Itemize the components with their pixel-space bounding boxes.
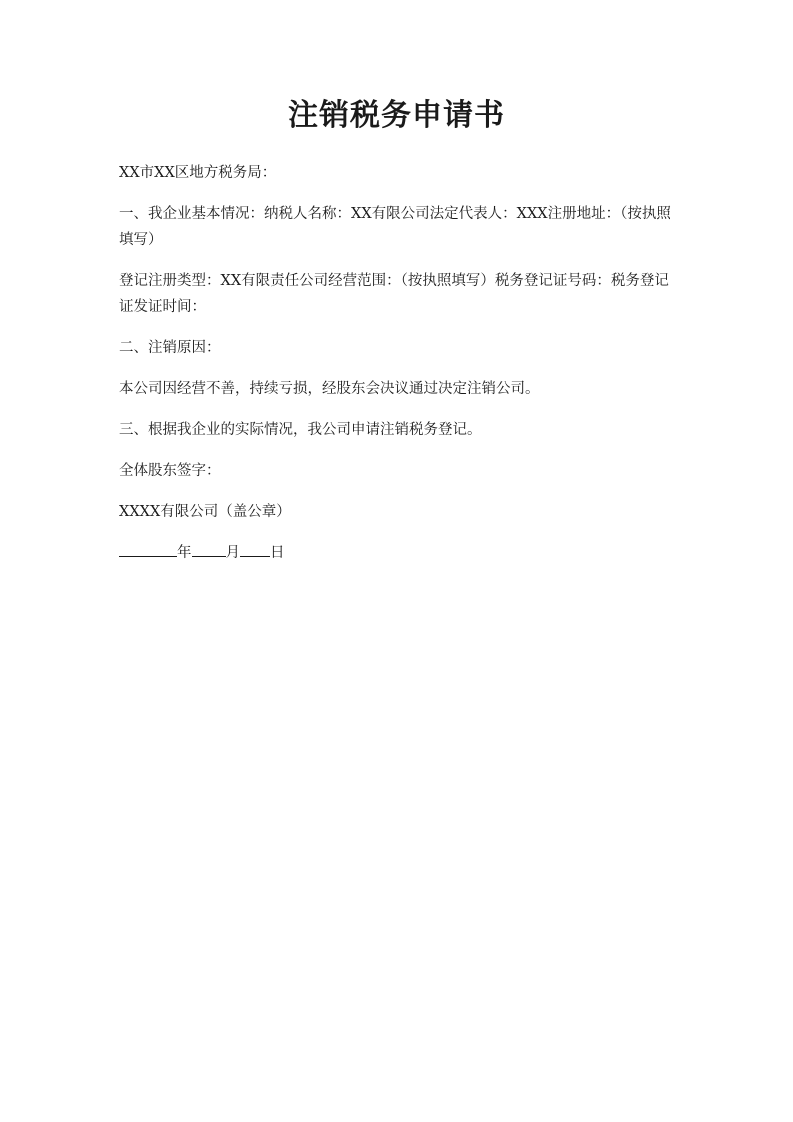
document-title: 注销税务申请书 bbox=[288, 98, 505, 133]
shareholder-signature-label: 全体股东签字： bbox=[119, 463, 221, 479]
company-seal-line: XXXX有限公司（盖公章） bbox=[119, 504, 291, 520]
cancellation-reason-text: 本公司因经营不善，持续亏损，经股东会决议通过决定注销公司。 bbox=[119, 381, 540, 397]
day-label: 日 bbox=[270, 545, 285, 561]
document-body bbox=[119, 160, 679, 566]
month-blank bbox=[192, 540, 226, 557]
addressee-line: XX市XX区地方税务局： bbox=[119, 165, 277, 181]
application-statement: 三、根据我企业的实际情况，我公司申请注销税务登记。 bbox=[119, 422, 482, 438]
date-line bbox=[119, 540, 679, 566]
cancellation-reason-heading: 二、注销原因： bbox=[119, 340, 221, 356]
registration-info-paragraph: 登记注册类型：XX有限责任公司经营范围：（按执照填写）税务登记证号码：税务登记证发证时间： bbox=[119, 273, 669, 315]
month-label: 月 bbox=[225, 545, 240, 561]
year-blank bbox=[119, 540, 177, 557]
day-blank bbox=[240, 540, 270, 557]
year-label: 年 bbox=[177, 545, 192, 561]
basic-info-paragraph: 一、我企业基本情况：纳税人名称：XX有限公司法定代表人：XXX注册地址：（按执照填写） bbox=[119, 206, 671, 248]
